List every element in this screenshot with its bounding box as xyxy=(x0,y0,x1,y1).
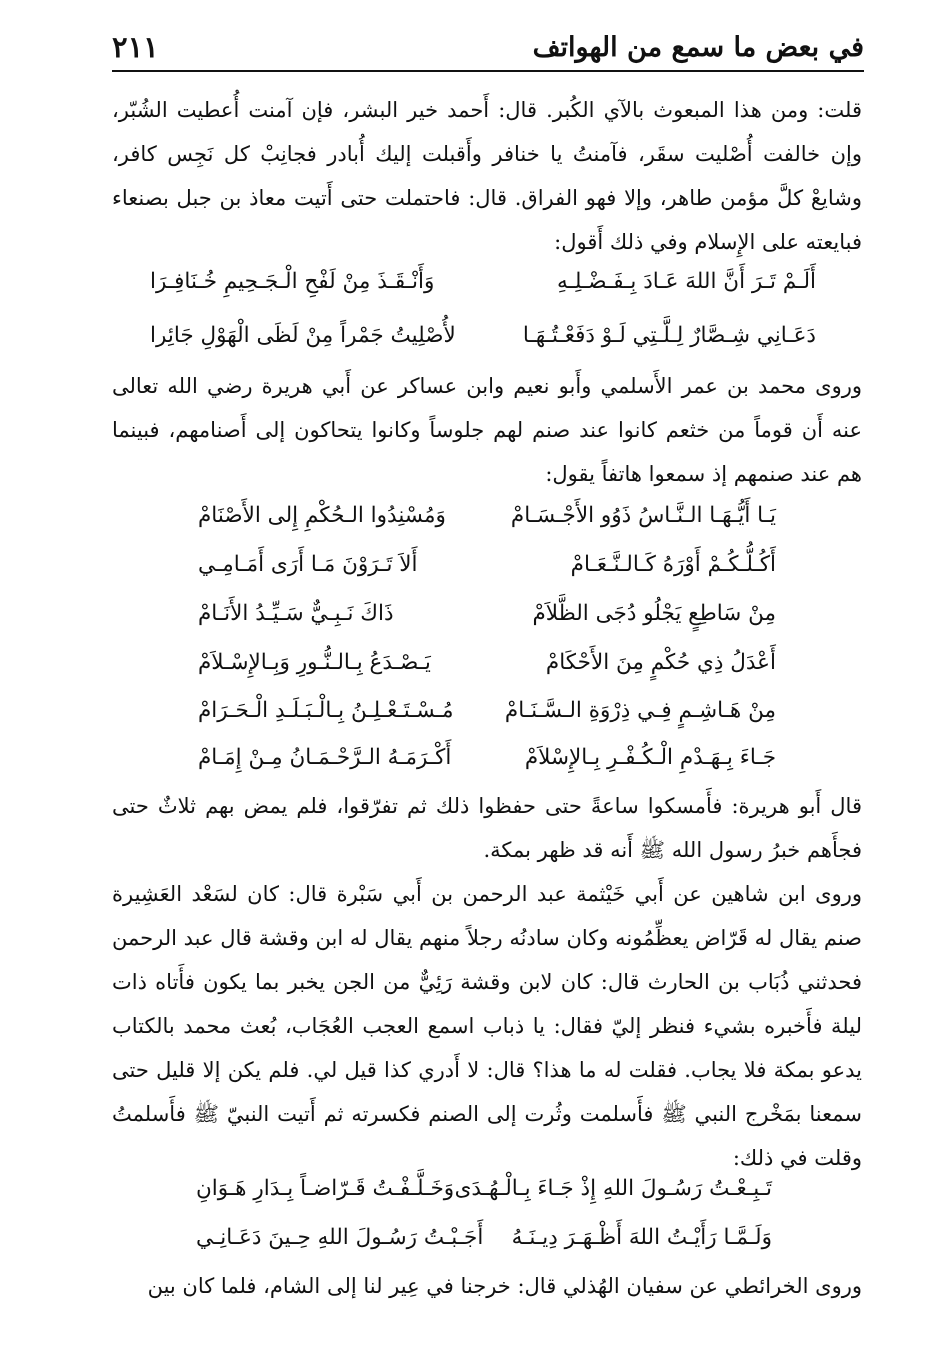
verse-first-hemistich: أَعْدَلُ ذِي حُكْمٍ مِنَ الأَحْكَامْ xyxy=(545,650,776,675)
page-header xyxy=(112,18,864,72)
verse-row xyxy=(198,494,776,538)
verse-second-hemistich: وَخَـلَّـفْـتُ قَـرّاضـاً بِـدَارِ هَـوَانِ xyxy=(196,1176,455,1201)
verse-first-hemistich: تَـبِـعْـتُ رَسُـولَ اللهِ إِذْ جَـاءَ بِـالْـهُـدَى xyxy=(454,1176,772,1201)
verse-row xyxy=(198,641,776,685)
paragraph-2: وروى محمد بن عمر الأَسلمي وأَبو نعيم وابن عساكر عن أَبي هريرة رضي الله تعالى عنه أَن قوماً من خثعم كانوا عند صنم لهم جلوساً وكانوا يتحاكون إلى أَصنامهم، فبينما هم عند صنمهم إذ سمعوا هاتفاً يقول: xyxy=(112,374,862,486)
verse-first-hemistich: مِنْ سَاطِعٍ يَجْلُو دُجَى الظَّلاَمْ xyxy=(532,601,776,626)
verse-second-hemistich: وَأَنْـقَـذَ مِنْ لَفْحِ الْـجَـحِيمِ خُـنَافِـرَا xyxy=(150,269,435,294)
verse-second-hemistich: يَـصْـدَعُ بِـالـنُّـورِ وَبِـالإِسْـلاَمْ xyxy=(198,650,431,675)
running-title: في بعض ما سمع من الهواتف xyxy=(532,32,864,63)
verse-second-hemistich: لأُصْلِيتُ جَمْراً مِنْ لَظَى الْهَوْلِ جَائِرا xyxy=(150,323,456,348)
verse-row xyxy=(196,1216,772,1260)
page-number: ٢١١ xyxy=(112,30,159,64)
verse-first-hemistich: دَعَـانِي شِـصَّارٌ لِـلَّـتِي لَـوْ دَفَعْـتُـهَـا xyxy=(522,323,816,348)
verse-second-hemistich: أَجَـبْـتُ رَسُـولَ اللهِ حِـينَ دَعَـانِـي xyxy=(196,1225,484,1250)
verse-row xyxy=(150,260,816,304)
verse-second-hemistich: ذَاكَ نَـبِـيٌّ سَـيِّـدُ الأَنَـامْ xyxy=(198,601,394,626)
verse-row xyxy=(198,736,776,780)
verse-first-hemistich: جَـاءَ بِـهَـدْمِ الْـكُـفْـرِ بِـالإِسْلاَمْ xyxy=(524,745,776,770)
verse-row xyxy=(196,1167,772,1211)
paragraph-1: قلت: ومن هذا المبعوث بالآي الكُبر. قال: أَحمد خير البشر، فإن آمنت أُعطيت الشُبّر، وإن خالفت أُصْليت سقَر، فآمنتُ يا خنافر وأَقبلت إليك أُبادر فجانِبْ كل نَجِس كافر، وشايعْ كلَّ مؤمن طاهر، وإلا فهو الفراق. قال: فاحتملت حتى أَتيت معاذ بن جبل بصنعاء فبايعته على الإِسلام وفي ذلك أَقول: xyxy=(112,98,862,254)
verse-second-hemistich: أَلاَ تَـرَوْنَ مَـا أَرَى أَمَـامِـي xyxy=(198,552,418,577)
paragraph-5: وروى الخرائطي عن سفيان الهُذلي قال: خرجنا في عِير لنا إلى الشام، فلما كان بين xyxy=(147,1274,862,1298)
verse-second-hemistich: مُـسْـتَـعْـلِـنُ بِـالْـبَـلَـدِ الْـحَـرَامْ xyxy=(198,698,454,723)
verse-row xyxy=(198,543,776,587)
verse-row xyxy=(150,314,816,358)
verse-first-hemistich: أَكُـلُّـكُـمْ أَوْرَهُ كَـالـنَّـعَـامْ xyxy=(570,552,776,577)
verse-first-hemistich: يَـا أَيُّـهَـا الـنَّـاسُ ذَوُو الأَجْـسَـامْ xyxy=(510,503,776,528)
paragraph-3: قال أَبو هريرة: فأَمسكوا ساعةً حتى حفظوا ذلك ثم تفرّقوا، فلم يمض بهم ثلاثٌ حتى فجأَهم خبرُ رسول الله ﷺ أَنه قد ظهر بمكة. xyxy=(112,794,862,862)
verse-row xyxy=(198,592,776,636)
verse-second-hemistich: وَمُسْنِدُوا الـحُكْمِ إِلى الأَصْنَامْ xyxy=(198,503,446,528)
verse-first-hemistich: وَلَـمَّـا رَأَيْـتُ اللهَ أَظْـهَـرَ دِيـنَـهُ xyxy=(511,1225,772,1250)
verse-row xyxy=(198,689,776,733)
verse-second-hemistich: أَكْـرَمَـهُ الـرَّحْـمَـانُ مِـنْ إِمَـامْ xyxy=(198,745,452,770)
verse-first-hemistich: أَلَـمْ تَـرَ أَنَّ اللهَ عَـادَ بِـفَـضْـلِـهِ xyxy=(557,269,816,294)
paragraph-4: وروى ابن شاهين عن أَبي خَيْثمة عبد الرحمن بن أَبي سَبْرة قال: كان لسَعْد العَشِيرة صنم يقال له قَرّاض يعظِّمُونه وكان سادنُه رجلاً منهم يقال له ابن وقشة قال عبد الرحمن فحدثني ذُبَاب بن الحارث قال: كان لابن وقشة رَئِيٌّ من الجن يخبر بما يكون فأَتاه ذات ليلة فأَخبره بشيء فنظر إليّ فقال: يا ذباب اسمع العجب العُجَاب، بُعث محمد بالكتاب يدعو بمكة فلا يجاب. فقلت له ما هذا؟ قال: لا أَدري كذا قيل لي. فلم يكن إلا قليل حتى سمعنا بمَخْرج النبي ﷺ فأَسلمت وثُرت إلى الصنم فكسرته ثم أَتيت النبيّ ﷺ فأَسلمتُ وقلت في ذلك: xyxy=(112,882,862,1170)
verse-first-hemistich: مِنْ هَـاشِـمٍ فِـي ذِرْوَةِ الـسَّـنَـامْ xyxy=(504,698,776,723)
